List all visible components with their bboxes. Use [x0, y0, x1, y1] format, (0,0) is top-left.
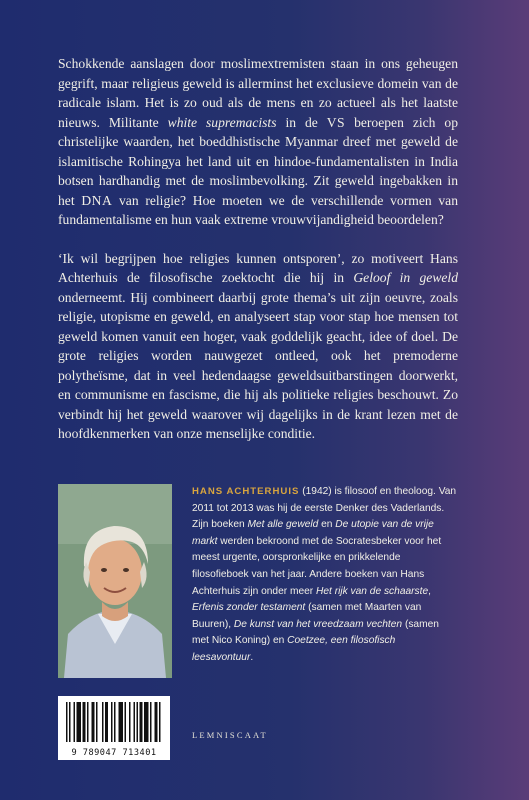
- blurb-italic: white supremacists: [167, 114, 277, 130]
- barcode-bar: [155, 702, 158, 742]
- blurb-text: onderneemt. Hij combineert daarbij grote thema’s uit zijn oeuvre, zoals religie, utopisme en geweld, en analyseert stap voor stap hoe mensen tot geweld komen vanuit een hoger, vaak goddelijk geacht, idee of doel. De grote religies worden nauwgezet ontleed, ook het premoderne polytheïsme, dat in veel hedendaagse geweldsuitbarstingen doorwerkt, en communisme en fascisme, die hij als politieke religies beschouwt. Zo verbindt hij het geweld waarover wij dagelijks in de krant lezen met de hoofdkenmerken van onze menselijke conditie.: [58, 289, 458, 441]
- barcode-bar: [119, 702, 124, 742]
- isbn-number: 9 789047 713401: [71, 748, 157, 758]
- blurb-text: Schokkende aanslagen door moslimextremisten staan in ons geheugen gegrift, maar religieus geweld is allerminst het exclusieve domein van de radicale islam. Het is zo oud als de mens en zo actueel als het laatste nieuws. Militante: [58, 56, 458, 130]
- barcode-bar: [144, 702, 149, 742]
- blurb-text: ‘Ik wil begrijpen hoe religies kunnen ontsporen’, zo motiveert Hans Achterhuis de filosofische zoektocht die hij in: [58, 250, 458, 285]
- barcode-bar: [140, 702, 143, 742]
- barcode-bar: [74, 702, 76, 742]
- blurb-text: beroepen zich op christelijke waarden, het boeddhistische Myanmar dreef met geweld de islamitische Rohingya het land uit en hindoe-fundamentalisten in India botsen hardhandig met de moslimbevolking. Zit geweld ingebakken in het: [58, 114, 458, 208]
- barcode-bar: [77, 702, 82, 742]
- barcode-bar: [134, 702, 136, 742]
- author-portrait-illustration: [58, 484, 172, 678]
- barcode-bar: [111, 702, 113, 742]
- blurb-text: van religie? Hoe moeten we de verschillende vormen van fundamentalisme en hun vaak extreme vrouwvijandigheid beoordelen?: [58, 192, 458, 227]
- barcode-bar: [125, 702, 127, 742]
- bio-text: (1942) is filosoof en theoloog. Van 2011 tot 2013 was hij de eerste Denker des Vaderlands. Zijn boeken: [192, 486, 457, 531]
- barcode-bar: [66, 702, 68, 742]
- author-block: [58, 484, 458, 684]
- back-cover-blurb: [58, 54, 458, 444]
- bio-book-title: De kunst van het vreedzaam vechten: [233, 618, 403, 630]
- barcode-bars: [58, 696, 170, 746]
- blurb-text: in de: [276, 114, 327, 130]
- bio-book-title: De utopie van de vrije markt: [192, 519, 434, 547]
- blurb-paragraph-1: [58, 54, 458, 230]
- barcode-bar: [83, 702, 86, 742]
- barcode-bar: [105, 702, 108, 742]
- isbn-barcode: [58, 696, 170, 760]
- bio-book-title: Erfenis zonder testament: [192, 602, 306, 614]
- barcode-bar: [150, 702, 152, 742]
- bio-text: (samen met Maarten van Buuren),: [192, 602, 422, 630]
- author-bio: [192, 484, 458, 667]
- barcode-bar: [96, 702, 98, 742]
- blurb-paragraph-2: [58, 249, 458, 444]
- bio-book-title: Coetzee, een filosofisch leesavontuur: [192, 635, 396, 663]
- bio-text: werden bekroond met de Socratesbeker voor het meest urgente, oorspronkelijke en prikkelende filosofieboek van het jaar. Andere boeken van Hans Achterhuis zijn onder meer: [192, 535, 442, 597]
- barcode-bar: [159, 702, 161, 742]
- barcode-bar: [114, 702, 116, 742]
- book-title-italic: Geloof in geweld: [353, 270, 459, 285]
- barcode-bar: [137, 702, 139, 742]
- blurb-abbreviation: VS: [326, 114, 346, 130]
- bio-text: .: [250, 651, 254, 663]
- author-photo: [58, 484, 172, 678]
- bio-text: (samen met Nico Koning) en: [192, 618, 439, 647]
- bio-book-title: Met alle geweld: [247, 519, 319, 531]
- bio-text: en: [318, 519, 336, 531]
- barcode-bar: [129, 702, 131, 742]
- bio-text: ,: [428, 585, 431, 597]
- barcode-bar: [69, 702, 71, 742]
- author-name: HANS ACHTERHUIS: [192, 486, 300, 497]
- barcode-bar: [102, 702, 104, 742]
- barcode-bar: [87, 702, 89, 742]
- bio-book-title: Het rijk van de schaarste: [316, 585, 429, 597]
- publisher-name: LEMNISCAAT: [192, 730, 268, 740]
- barcode-bar: [92, 702, 95, 742]
- blurb-abbreviation: DNA: [81, 192, 113, 208]
